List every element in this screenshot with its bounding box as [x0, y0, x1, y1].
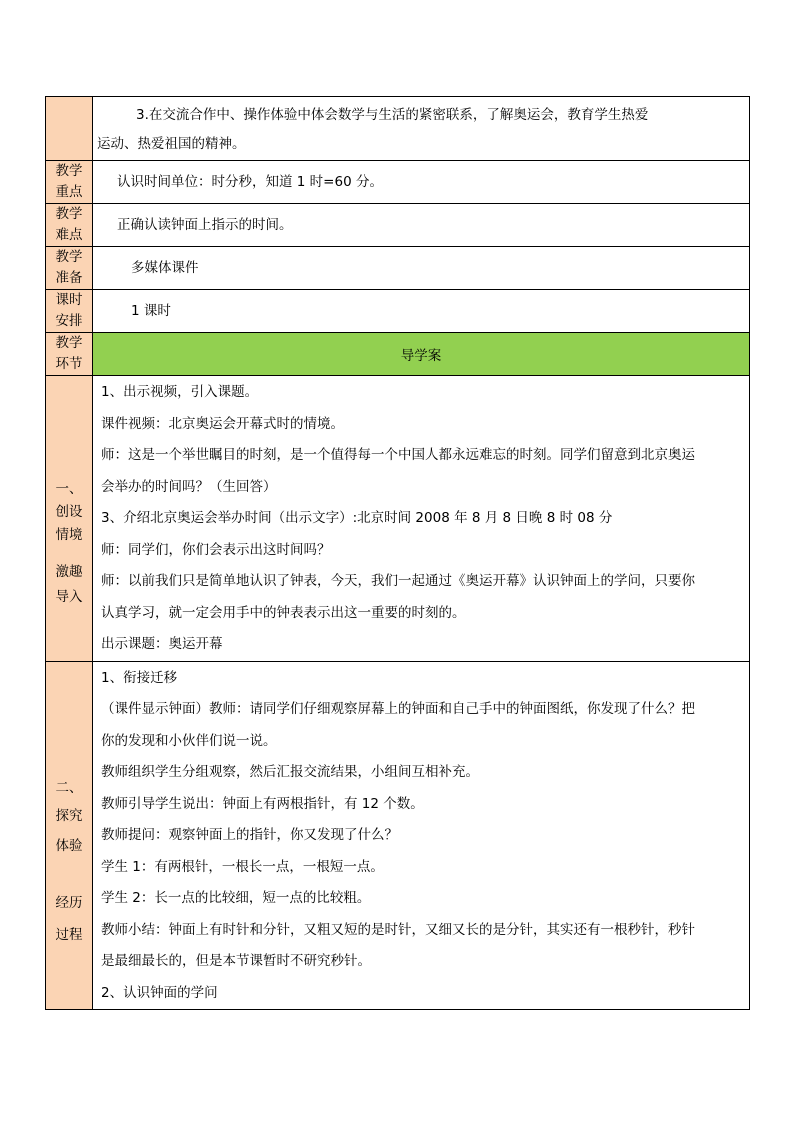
- section-2-line: 2、认识钟面的学问: [101, 984, 218, 1001]
- key-points-label: [46, 161, 93, 204]
- objective-3-line-2: 运动、热爱祖国的精神。: [97, 135, 246, 152]
- stages-header-row: [46, 333, 750, 376]
- section-2-row: [46, 661, 750, 1010]
- objectives-content: [93, 97, 750, 161]
- guided-plan-header: 导学案: [93, 333, 750, 376]
- preparation-label: [46, 247, 93, 290]
- section-2-line: 教师引导学生说出：钟面上有两根指针，有 12 个数。: [101, 795, 424, 812]
- section-2-label: [46, 661, 93, 1010]
- key-points-label-line-2: 重点: [55, 184, 83, 200]
- section-1-line: 会举办的时间吗？（生回答）: [101, 478, 277, 495]
- section-1-line: 认真学习，就一定会用手中的钟表表示出这一重要的时刻的。: [101, 604, 466, 621]
- section-1-label-number: 一、: [55, 481, 83, 498]
- section-2-line: 教师提问：观察钟面上的指针，你又发现了什么？: [101, 827, 398, 843]
- lesson-plan-table: [45, 96, 750, 1010]
- difficulties-text: 正确认读钟面上指示的时间。: [93, 204, 750, 247]
- section-1-content: [93, 376, 750, 662]
- objectives-row: [46, 97, 750, 161]
- section-1-line: 出示课题：奥运开幕: [101, 636, 223, 652]
- preparation-row: [46, 247, 750, 290]
- section-2-line: 学生 2：长一点的比较细，短一点的比较粗。: [101, 890, 371, 906]
- section-2-label-line-3: 经历: [55, 895, 83, 912]
- key-points-row: [46, 161, 750, 204]
- difficulties-label: [46, 204, 93, 247]
- objective-3-line-1: 3.在交流合作中、操作体验中体会数学与生活的紧密联系，了解奥运会，教育学生热爱: [136, 106, 649, 123]
- section-2-line: 教师组织学生分组观察，然后汇报交流结果，小组间互相补充。: [101, 764, 479, 780]
- preparation-label-line-1: 教学: [55, 249, 83, 265]
- section-1-line: 师：以前我们只是简单地认识了钟表，今天，我们一起通过《奥运开幕》认识钟面上的学问，只要你: [101, 573, 695, 589]
- section-1-label-line-2: 情境: [55, 527, 83, 544]
- section-2-label-number: 二、: [55, 780, 83, 797]
- section-2-line: 是最细最长的，但是本节课暂时不研究秒针。: [101, 953, 371, 969]
- difficulties-row: [46, 204, 750, 247]
- preparation-text: 多媒体课件: [93, 247, 750, 290]
- duration-label: [46, 290, 93, 333]
- difficulties-label-line-2: 难点: [55, 227, 83, 243]
- section-2-line: 你的发现和小伙伴们说一说。: [101, 732, 277, 749]
- duration-label-line-1: 课时: [55, 292, 83, 308]
- section-2-label-line-4: 过程: [55, 927, 83, 944]
- section-1-line: 1、出示视频，引入课题。: [101, 384, 259, 400]
- stages-label: [46, 333, 93, 376]
- section-2-label-line-2: 体验: [55, 838, 83, 855]
- section-1-line: 师：这是一个举世瞩目的时刻，是一个值得每一个中国人都永远难忘的时刻。同学们留意到北京奥运: [101, 447, 695, 463]
- objectives-label-cell: [46, 97, 93, 161]
- preparation-label-line-2: 准备: [55, 270, 83, 286]
- section-1-label-line-4: 导入: [55, 589, 83, 606]
- duration-text: 1 课时: [93, 290, 750, 333]
- section-1-row: [46, 376, 750, 662]
- section-2-line: 1、衔接迁移: [101, 669, 178, 686]
- section-2-label-line-1: 探究: [55, 808, 83, 825]
- difficulties-label-line-1: 教学: [55, 206, 83, 222]
- section-1-label-line-1: 创设: [55, 504, 83, 521]
- duration-label-line-2: 安排: [55, 313, 83, 329]
- stages-label-line-1: 教学: [55, 335, 83, 351]
- section-2-line: （课件显示钟面）教师：请同学们仔细观察屏幕上的钟面和自己手中的钟面图纸，你发现了什么？把: [101, 701, 695, 717]
- section-2-line: 学生 1：有两根针，一根长一点，一根短一点。: [101, 858, 384, 875]
- section-1-line: 3、介绍北京奥运会举办时间（出示文字）:北京时间 2008 年 8 月 8 日晚 8 时 08 分: [101, 510, 613, 526]
- duration-row: [46, 290, 750, 333]
- stages-label-line-2: 环节: [55, 356, 83, 372]
- section-1-line: 师：同学们，你们会表示出这时间吗？: [101, 541, 331, 558]
- section-1-label-line-3: 激趣: [55, 564, 83, 581]
- section-1-label: [46, 376, 93, 662]
- section-2-content: [93, 661, 750, 1010]
- key-points-label-line-1: 教学: [55, 163, 83, 179]
- section-2-line: 教师小结：钟面上有时针和分针，又粗又短的是时针，又细又长的是分针，其实还有一根秒针，秒针: [101, 921, 695, 938]
- section-1-line: 课件视频：北京奥运会开幕式时的情境。: [101, 415, 344, 432]
- key-points-text: 认识时间单位：时分秒，知道 1 时=60 分。: [93, 161, 750, 204]
